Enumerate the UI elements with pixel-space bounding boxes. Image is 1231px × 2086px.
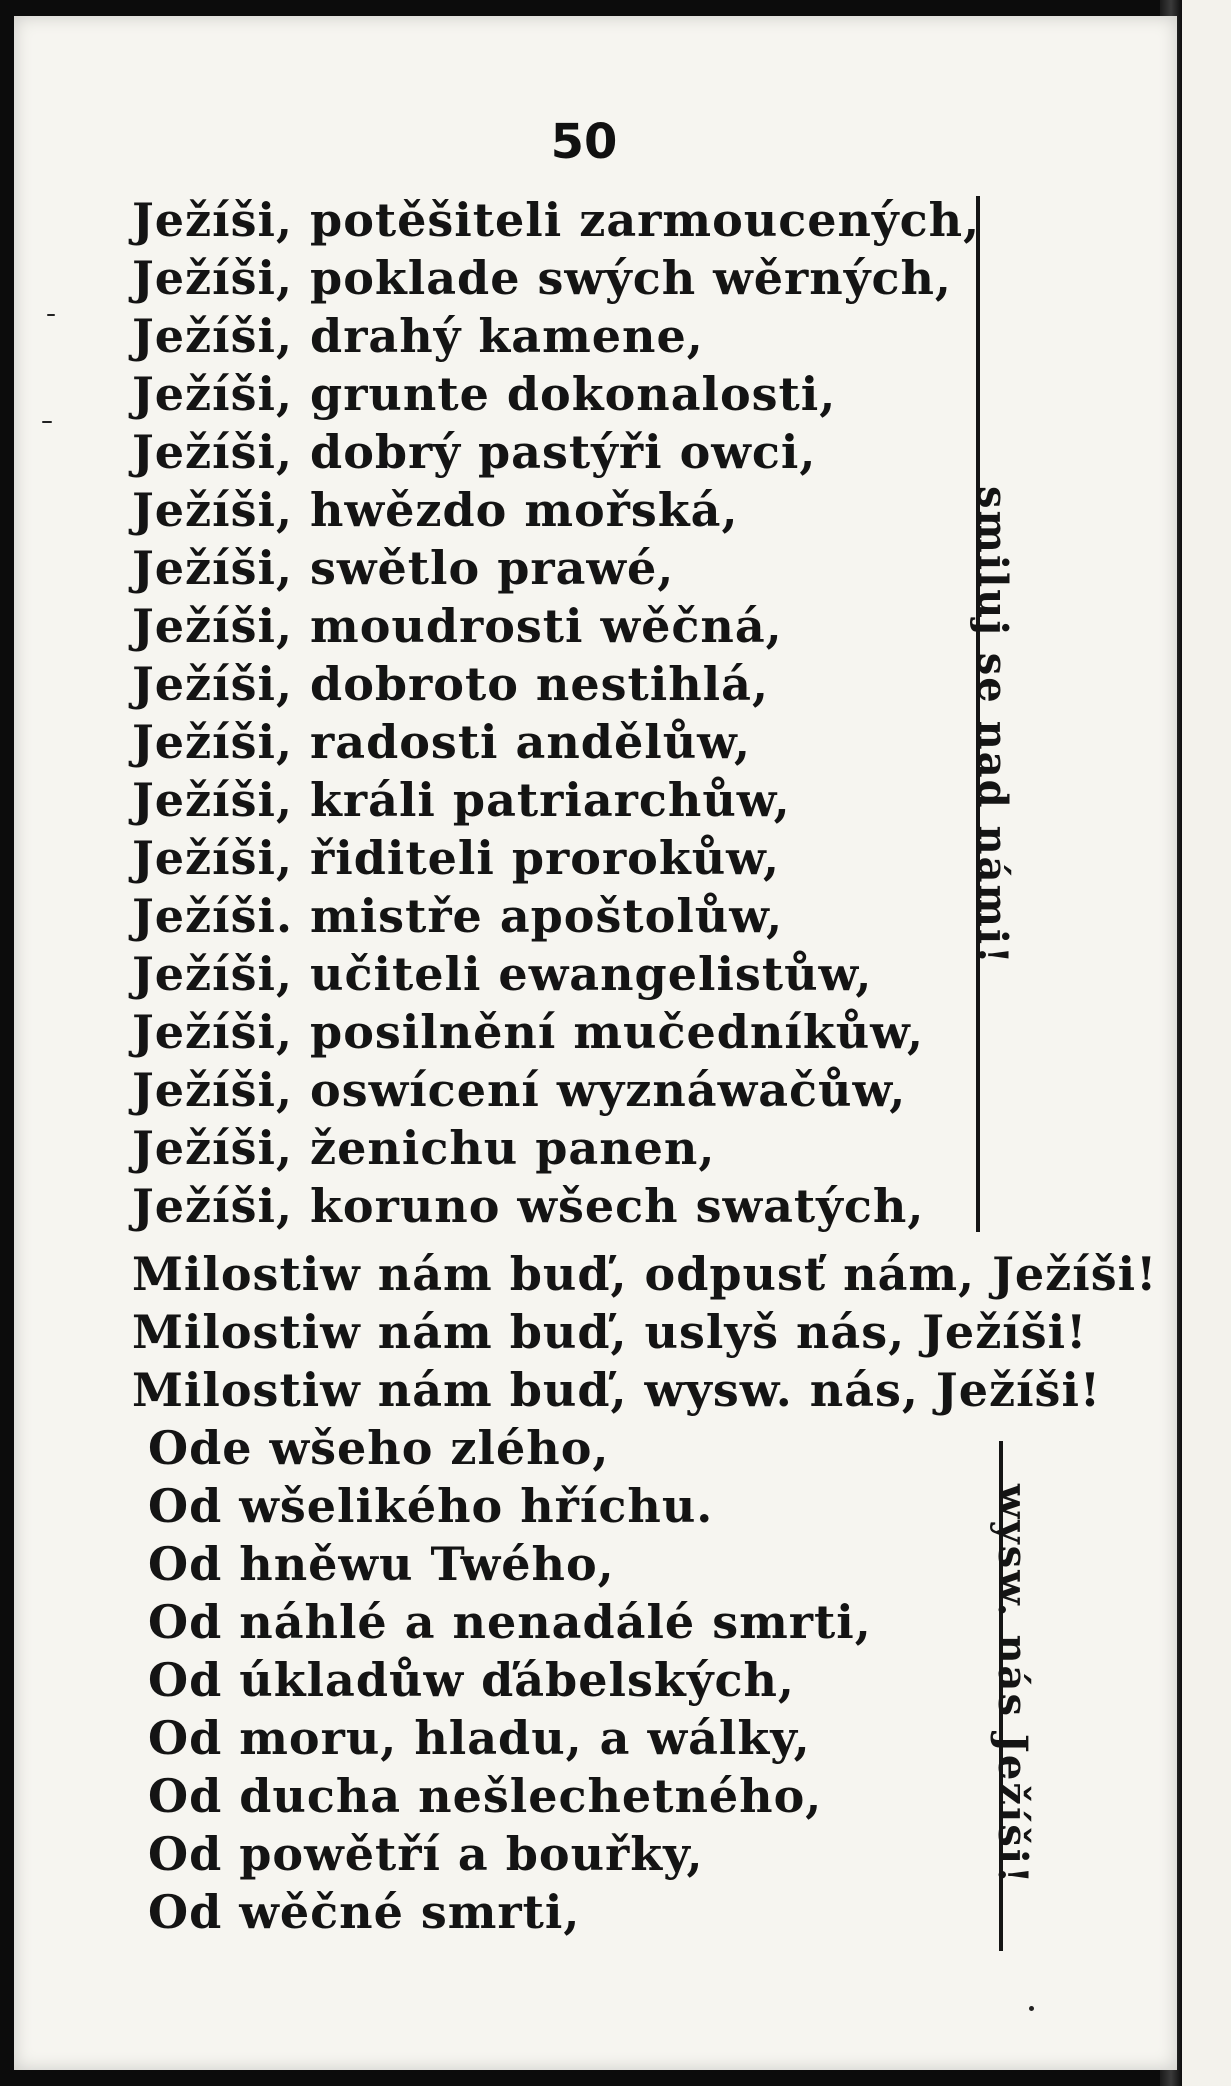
litany-line: Od hněwu Twého, [148, 1537, 615, 1591]
litany-line: Ježíši, swětlo prawé, [132, 541, 675, 595]
litany-line: Ježíši, drahý kamene, [132, 309, 704, 363]
invocation-line: Milostiw nám buď, uslyš nás, Ježíši! [132, 1305, 1088, 1359]
response-smiluj: smiluj se nad námi! [969, 486, 1016, 966]
litany-line: Od powětří a bouřky, [148, 1827, 704, 1881]
litany-line: Ježíši, hwězdo mořská, [132, 483, 739, 537]
invocation-line: Milostiw nám buď, odpusť nám, Ježíši! [132, 1247, 1158, 1301]
litany-line: Ježíši, dobroto nestihlá, [132, 657, 769, 711]
print-speck [47, 314, 55, 316]
litany-line: Ježíši, koruno wšech swatých, [132, 1179, 925, 1233]
litany-line: Ježíši, radosti andělůw, [132, 715, 752, 769]
litany-line: Ježíši. mistře apoštolůw, [132, 889, 784, 943]
litany-line: Ježíši, grunte dokonalosti, [132, 367, 837, 421]
litany-line: Ježíši, králi patriarchůw, [132, 773, 791, 827]
litany-line: Od moru, hladu, a wálky, [148, 1711, 811, 1765]
litany-line: Ježíši, posilnění mučedníkůw, [132, 1005, 925, 1059]
litany-line: Ježíši, poklade swých wěrných, [132, 251, 952, 305]
litany-line: Od úkladůw ďábelských, [148, 1653, 795, 1707]
litany-line: Od náhlé a nenadálé smrti, [148, 1595, 872, 1649]
litany-line: Od wěčné smrti, [148, 1885, 581, 1939]
litany-line: Ježíši, dobrý pastýři owci, [132, 425, 817, 479]
print-speck [42, 421, 52, 423]
litany-line: Ježíši, učiteli ewangelistůw, [132, 947, 873, 1001]
litany-line: Ježíši, potěšiteli zarmoucených, [132, 193, 981, 247]
litany-line: Od ducha nešlechetného, [148, 1769, 823, 1823]
response-wysw: wysw. nás Ježíši! [989, 1484, 1036, 1886]
litany-line: Od wšelikého hříchu. [148, 1479, 714, 1533]
invocation-line: Milostiw nám buď, wysw. nás, Ježíši! [132, 1363, 1102, 1417]
litany-line: Ode wšeho zlého, [148, 1421, 610, 1475]
book-page [14, 16, 1177, 2070]
next-page-edge [1180, 0, 1231, 2086]
page-number: 50 [550, 114, 618, 170]
litany-line: Ježíši, ženichu panen, [132, 1121, 716, 1175]
litany-line: Ježíši, oswícení wyznáwačůw, [132, 1063, 907, 1117]
print-speck [1029, 2006, 1034, 2011]
litany-line: Ježíši, řiditeli prorokůw, [132, 831, 781, 885]
litany-line: Ježíši, moudrosti wěčná, [132, 599, 783, 653]
